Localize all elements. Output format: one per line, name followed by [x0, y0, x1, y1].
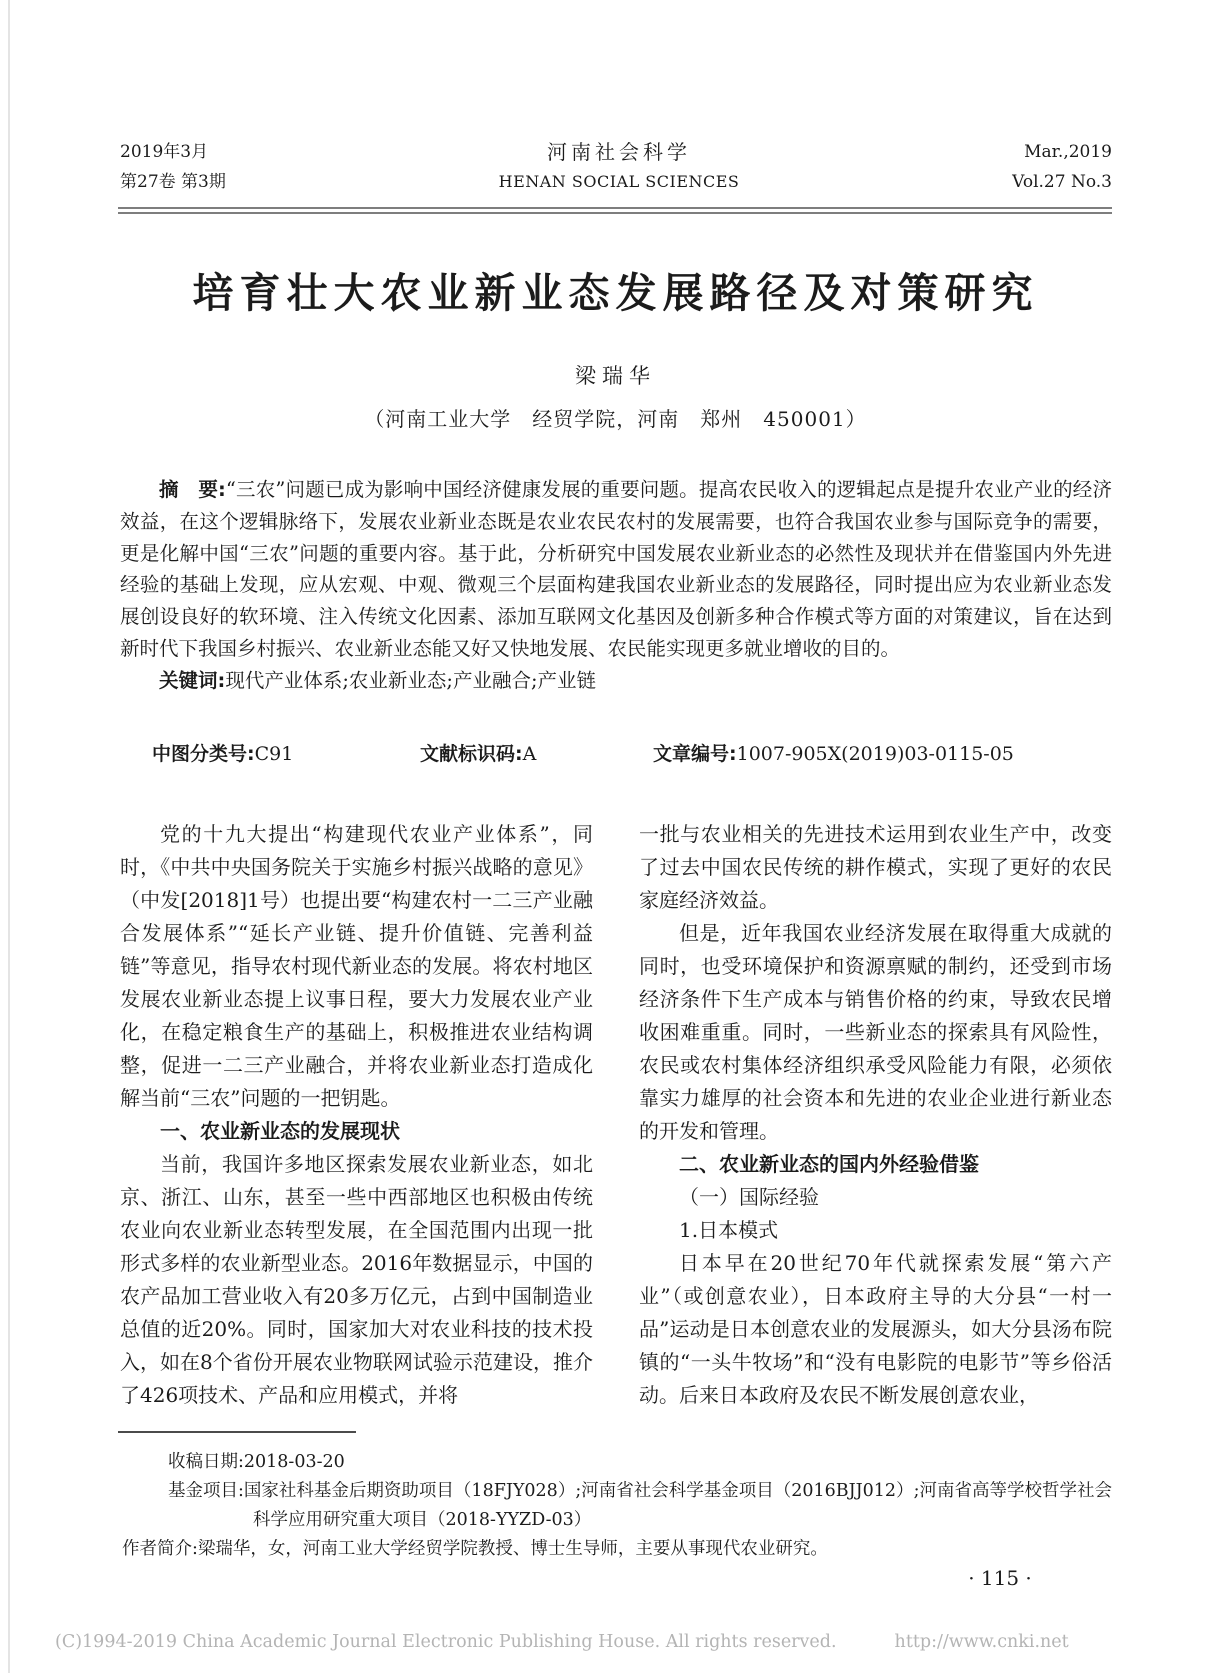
journal-name-block [499, 137, 740, 197]
article-author: 梁瑞华 [575, 364, 656, 388]
header-double-rule [118, 207, 1112, 214]
abstract-paragraph [120, 474, 1112, 665]
keywords-text: 现代产业体系;农业新业态;产业融合;产业链 [225, 668, 597, 692]
issue-date-cn: 2019年3月 [120, 142, 209, 162]
header-issue-info-en [1012, 137, 1112, 197]
section-heading-2: 二、农业新业态的国内外经验借鉴 [679, 1152, 979, 1176]
journal-name-en: HENAN SOCIAL SCIENCES [498, 172, 740, 191]
scan-edge-line [8, 0, 10, 1673]
doc-code-value: A [522, 743, 537, 765]
keywords-label: 关键词: [159, 668, 226, 692]
body-paragraph: 党的十九大提出“构建现代农业产业体系”，同时，《中共中央国务院关于实施乡村振兴战略的意见》（中发[2018]1号）也提出要“构建农村一二三产业融合发展体系”“延长产业链、提升价值链、完善利益链”等意见，指导农村现代新业态的发展。将农村地区发展农业新业态提上议事日程，要大力发展农业产业化，在稳定粮食生产的基础上，积极推进农业结构调整，促进一二三产业融合，并将农业新业态打造成化解当前“三农”问题的一把钥匙。 [120, 822, 593, 1110]
body-paragraph: 日本早在20世纪70年代就探索发展“第六产业”（或创意农业），日本政府主导的大分县“一村一品”运动是日本创意农业的发展源头，如大分县汤布院镇的“一头牛牧场”和“没有电影院的电影节”等乡俗活动。后来日本政府及农民不断发展创意农业， [639, 1251, 1112, 1407]
right-column [639, 818, 1112, 1412]
clc-label: 中图分类号: [152, 743, 255, 765]
clc-value: C91 [254, 743, 294, 765]
sub-heading-international: （一）国际经验 [679, 1185, 819, 1209]
footnote-fund-projects: 基金项目:国家社科基金后期资助项目（18FJY028）;河南省社会科学基金项目（2016BJJ012）;河南省高等学校哲学社会科学应用研究重大项目（2018-YYZD-03） [168, 1481, 1112, 1530]
journal-name-cn: 河南社会科学 [546, 140, 691, 164]
article-affiliation: （河南工业大学 经贸学院，河南 郑州 450001） [364, 407, 867, 431]
article-title: 培育壮大农业新业态发展路径及对策研究 [192, 269, 1039, 317]
abstract-label: 摘 要: [159, 478, 226, 501]
section-heading-1: 一、农业新业态的发展现状 [160, 1119, 400, 1143]
article-no-value: 1007-905X(2019)03-0115-05 [736, 743, 1014, 765]
issue-date-en: Mar.,2019 [1024, 142, 1112, 162]
header-issue-info-cn [120, 137, 226, 197]
article-number [653, 739, 1014, 766]
footnote-author-bio: 作者简介:梁瑞华，女，河南工业大学经贸学院教授、博士生导师，主要从事现代农业研究。 [122, 1539, 828, 1559]
page-number: · 115 · [968, 1566, 1032, 1590]
journal-header [120, 137, 1112, 197]
doc-code-label: 文献标识码: [420, 743, 523, 765]
copyright-line [55, 1632, 1195, 1652]
footnotes-block [120, 1448, 1112, 1564]
abstract-text: “三农”问题已成为影响中国经济健康发展的重要问题。提高农民收入的逻辑起点是提升农业产业的经济效益，在这个逻辑脉络下，发展农业新业态既是农业农民农村的发展需要，也符合我国农业参与国际竞争的需要，更是化解中国“三农”问题的重要内容。基于此，分析研究中国发展农业新业态的必然性及现状并在借鉴国内外先进经验的基础上发现，应从宏观、中观、微观三个层面构建我国农业新业态的发展路径，同时提出应为农业新业态发展创设良好的软环境、注入传统文化因素、添加互联网文化基因及创新多种合作模式等方面的对策建议，旨在达到新时代下我国乡村振兴、农业新业态能又好又快地发展、农民能实现更多就业增收的目的。 [120, 478, 1112, 660]
body-paragraph: 但是，近年我国农业经济发展在取得重大成就的同时，也受环境保护和资源禀赋的制约，还受到市场经济条件下生产成本与销售价格的约束，导致农民增收困难重重。同时，一些新业态的探索具有风险性，农民或农村集体经济组织承受风险能力有限，必须依靠实力雄厚的社会资本和先进的农业企业进行新业态的开发和管理。 [639, 921, 1112, 1143]
document-code [420, 739, 536, 766]
body-paragraph: 当前，我国许多地区探索发展农业新业态，如北京、浙江、山东，甚至一些中西部地区也积极由传统农业向农业新业态转型发展，在全国范围内出现一批形式多样的农业新型业态。2016年数据显示，中国的农产品加工营业收入有20多万亿元，占到中国制造业总值的近20%。同时，国家加大对农业科技的技术投入，如在8个省份开展农业物联网试验示范建设，推介了426项技术、产品和应用模式，并将 [120, 1152, 593, 1407]
sub-heading-japan: 1.日本模式 [679, 1218, 779, 1242]
body-columns [120, 818, 1112, 1412]
volume-cn: 第27卷 第3期 [120, 172, 226, 192]
body-paragraph: 一批与农业相关的先进技术运用到农业生产中，改变了过去中国农民传统的耕作模式，实现了更好的农民家庭经济效益。 [639, 822, 1112, 912]
volume-en: Vol.27 No.3 [1012, 172, 1112, 192]
footnote-rule [118, 1431, 356, 1433]
cnki-url: http://www.cnki.net [894, 1632, 1069, 1652]
abstract-block [120, 474, 1112, 697]
footnote-received-date: 收稿日期:2018-03-20 [168, 1452, 345, 1472]
keywords-paragraph [120, 665, 1112, 697]
classification-line [120, 739, 1112, 769]
copyright-text: (C)1994-2019 China Academic Journal Electronic Publishing House. All rights reserved. [55, 1632, 837, 1652]
article-no-label: 文章编号: [653, 743, 737, 765]
clc-number [152, 739, 293, 766]
left-column [120, 818, 593, 1412]
